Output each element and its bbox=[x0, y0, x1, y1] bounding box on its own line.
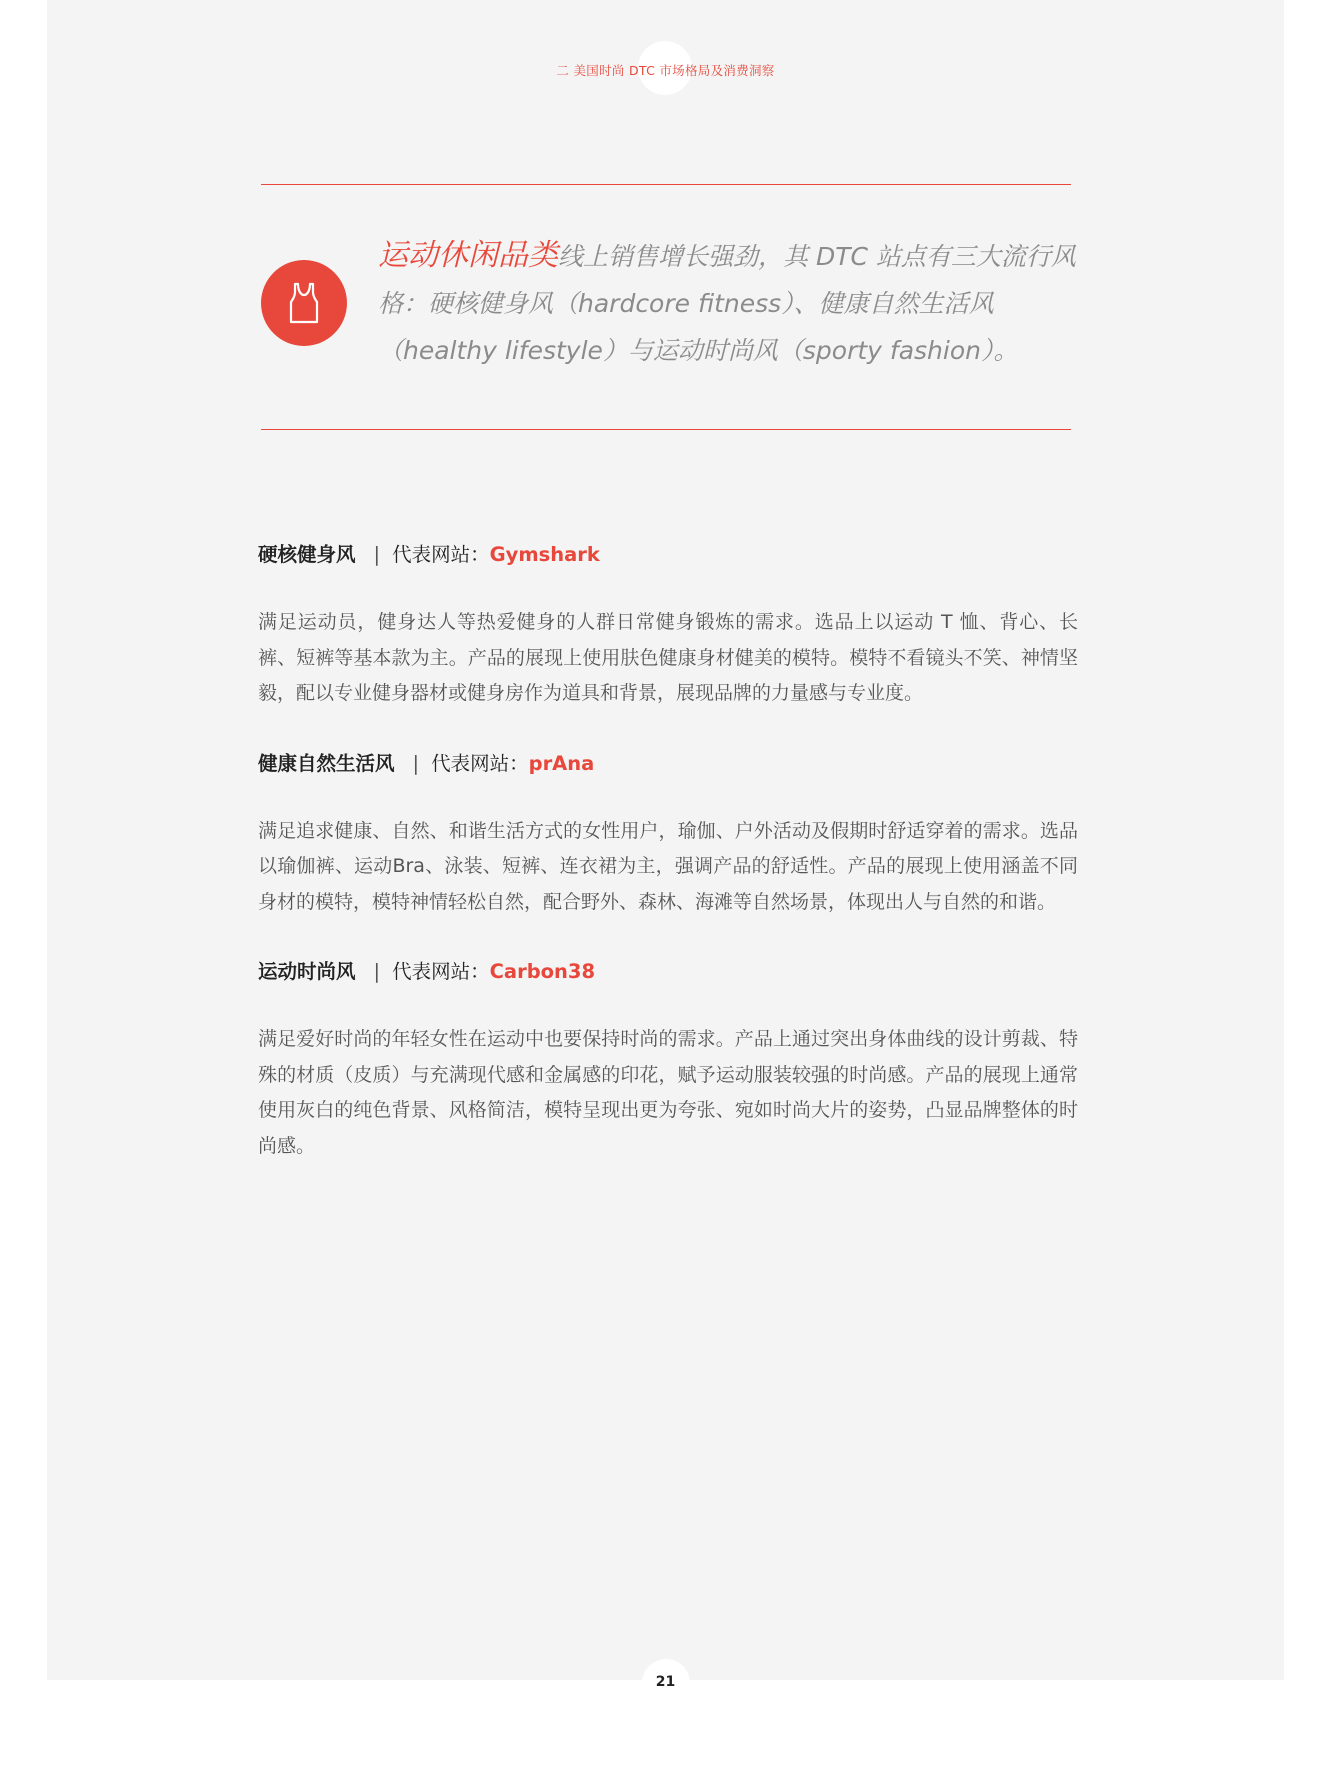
page-number: 21 bbox=[655, 1674, 676, 1690]
section-header: 二 美国时尚 DTC 市场格局及消费洞察 bbox=[556, 63, 775, 78]
site-name-carbon38: Carbon38 bbox=[489, 960, 596, 983]
styles-section bbox=[258, 535, 1078, 1196]
title-separator: | bbox=[373, 543, 381, 566]
site-label: 代表网站： bbox=[392, 960, 490, 983]
style-title-hardcore bbox=[258, 535, 1078, 575]
tank-top-icon bbox=[261, 260, 347, 346]
lead-text: 线上销售增长强劲，其 DTC 站点有三大流行风格：硬核健身风（hardcore fitness）、健康自然生活风（healthy lifestyle）与运动时尚风（sporty fashion）。 bbox=[378, 242, 1076, 365]
style-title-sporty bbox=[258, 952, 1078, 992]
style-name: 硬核健身风 bbox=[258, 543, 356, 566]
style-description-hardcore: 满足运动员，健身达人等热爱健身的人群日常健身锻炼的需求。选品上以运动 T 恤、背心、长裤、短裤等基本款为主。产品的展现上使用肤色健康身材健美的模特。模特不看镜头不笑、神情坚毅，配以专业健身器材或健身房作为道具和背景，展现品牌的力量感与专业度。 bbox=[258, 611, 1079, 704]
title-separator: | bbox=[373, 960, 381, 983]
site-label: 代表网站： bbox=[392, 543, 490, 566]
lead-statement bbox=[378, 232, 1078, 374]
style-description-sporty: 满足爱好时尚的年轻女性在运动中也要保持时尚的需求。产品上通过突出身体曲线的设计剪裁、特殊的材质（皮质）与充满现代感和金属感的印花，赋予运动服装较强的时尚感。产品的展现上通常使用灰白的纯色背景、风格简洁，模特呈现出更为夸张、宛如时尚大片的姿势，凸显品牌整体的时尚感。 bbox=[258, 1028, 1078, 1157]
lead-highlight: 运动休闲品类 bbox=[378, 238, 558, 273]
style-description-healthy: 满足追求健康、自然、和谐生活方式的女性用户，瑜伽、户外活动及假期时舒适穿着的需求。选品以瑜伽裤、运动Bra、泳装、短裤、连衣裙为主，强调产品的舒适性。产品的展现上使用涵盖不同身材的模特，模特神情轻松自然，配合野外、森林、海滩等自然场景，体现出人与自然的和谐。 bbox=[258, 819, 1078, 913]
bottom-divider bbox=[261, 429, 1071, 430]
site-name-gymshark: Gymshark bbox=[489, 543, 600, 566]
style-name: 健康自然生活风 bbox=[258, 751, 395, 775]
top-divider bbox=[261, 184, 1071, 185]
style-name: 运动时尚风 bbox=[258, 960, 356, 983]
style-title-healthy bbox=[258, 744, 1078, 784]
site-label: 代表网站： bbox=[431, 751, 529, 775]
site-name-prana: prAna bbox=[528, 751, 595, 775]
title-separator: | bbox=[412, 751, 420, 775]
